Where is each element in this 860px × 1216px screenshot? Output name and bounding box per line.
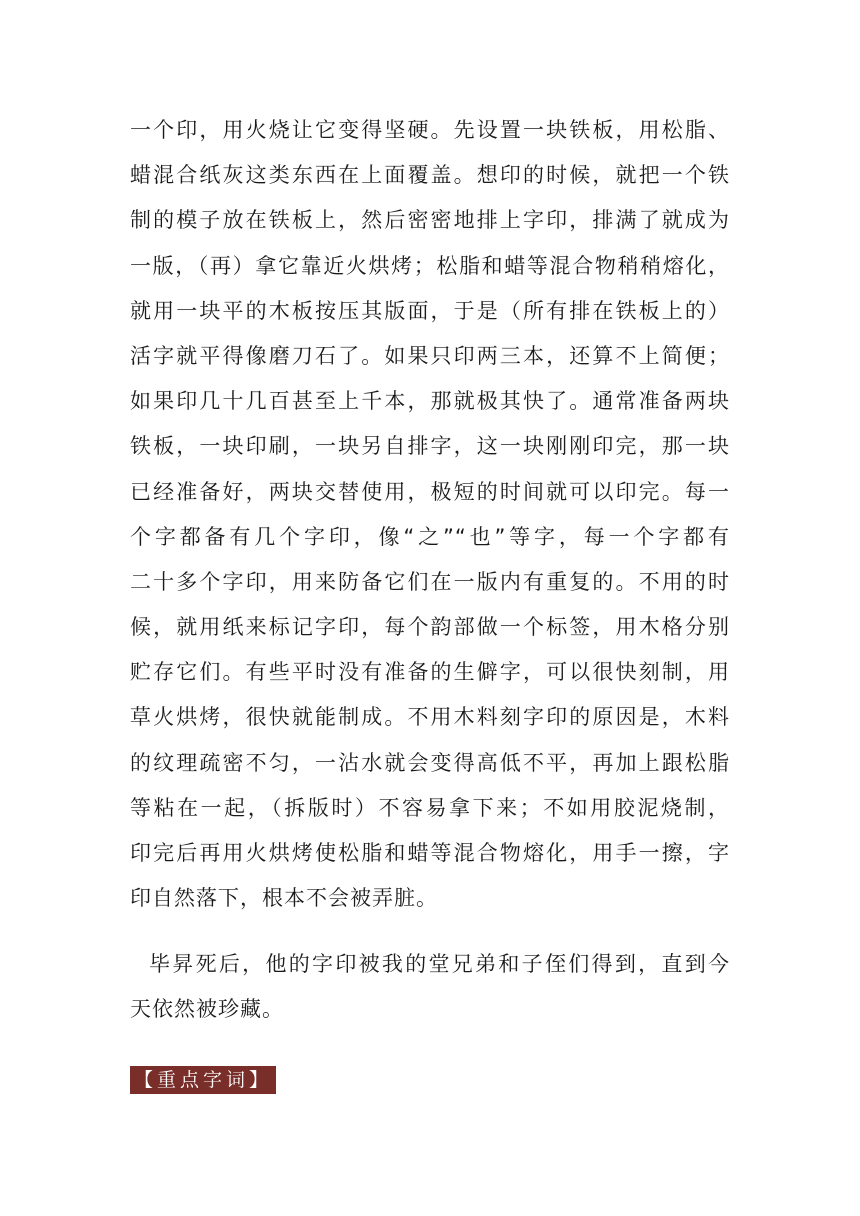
paragraph-line: 等粘在一起，（拆版时）不容易拿下来；不如用胶泥烧制，: [130, 795, 730, 820]
paragraph-line: 的纹理疏密不匀，一沾水就会变得高低不平，再加上跟松脂: [130, 750, 730, 775]
paragraph-line: 一个印，用火烧让它变得坚硬。先设置一块铁板，用松脂、: [130, 118, 730, 142]
paragraph-line: 就用一块平的木板按压其版面，于是（所有排在铁板上的）: [130, 298, 730, 323]
paragraph-line: 如果印几十几百甚至上千本，那就极其快了。通常准备两块: [130, 389, 730, 414]
paragraph-line: 蜡混合纸灰这类东西在上面覆盖。想印的时候，就把一个铁: [130, 163, 730, 188]
paragraph-line: 铁板，一块印刷，一块另自排字，这一块刚刚印完，那一块: [130, 434, 730, 459]
paragraph-conclusion: [130, 942, 730, 1032]
paragraph-line: 天依然被珍藏。: [130, 997, 284, 1022]
paragraph-line: 候，就用纸来标记字印，每个韵部做一个标签，用木格分别: [130, 615, 730, 640]
paragraph-line: 草火烘烤，很快就能制成。不用木料刻字印的原因是，木料: [130, 705, 730, 730]
paragraph-line: 毕昇死后，他的字印被我的堂兄弟和子侄们得到，直到今: [149, 952, 730, 976]
paragraph-line: 个字都备有几个字印，像“之”“也”等字，每一个字都有: [130, 524, 730, 549]
paragraph-line: 一版，（再）拿它靠近火烘烤；松脂和蜡等混合物稍稍熔化，: [130, 253, 730, 278]
paragraph-line: 二十多个字印，用来防备它们在一版内有重复的。不用的时: [130, 569, 730, 594]
paragraph-line: 印完后再用火烘烤使松脂和蜡等混合物熔化，用手一擦，字: [130, 841, 730, 865]
paragraph-line: 印自然落下，根本不会被弄脏。: [130, 886, 438, 911]
section-heading-key-words: 【重点字词】: [130, 1066, 276, 1094]
paragraph-line: 活字就平得像磨刀石了。如果只印两三本，还算不上简便；: [130, 343, 730, 368]
paragraph-translation: [130, 108, 730, 921]
paragraph-line: 贮存它们。有些平时没有准备的生僻字，可以很快刻制，用: [130, 660, 730, 685]
paragraph-line: 已经准备好，两块交替使用，极短的时间就可以印完。每一: [130, 479, 730, 504]
paragraph-line: 制的模子放在铁板上，然后密密地排上字印，排满了就成为: [130, 208, 730, 233]
